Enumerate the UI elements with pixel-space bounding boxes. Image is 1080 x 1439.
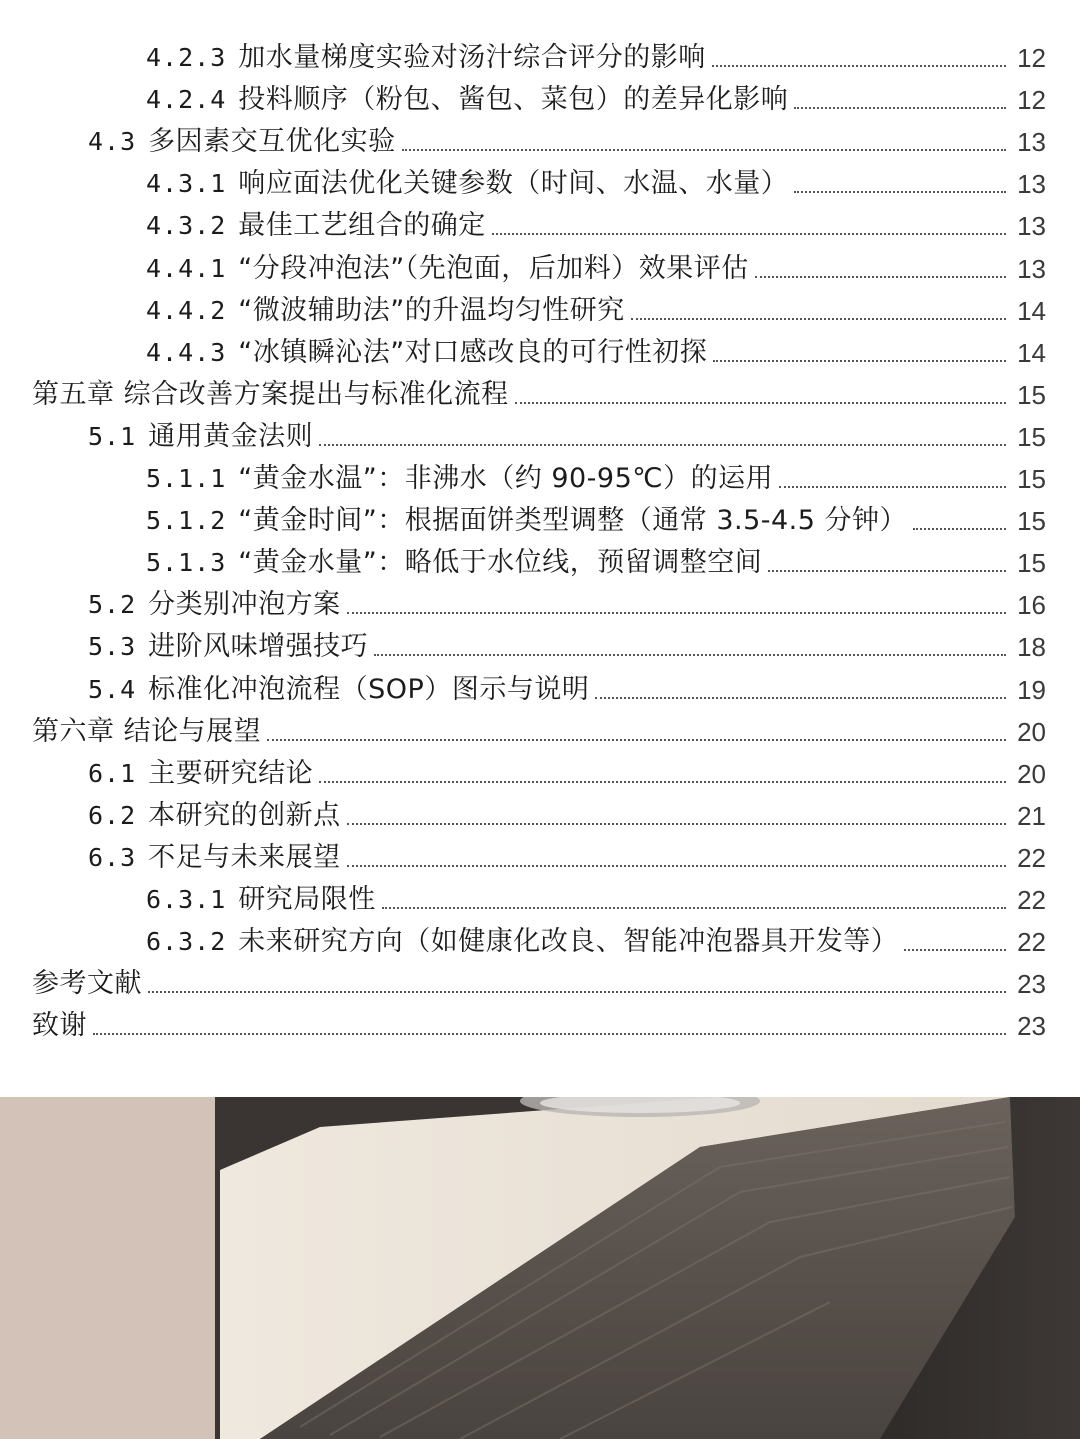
toc-entry-page: 13 [1017,127,1046,157]
dot-leader [382,907,1006,909]
toc-entry-number: 5.3 [88,632,137,661]
toc-entry [0,917,1080,959]
toc-entry [0,328,1080,370]
toc-entry [0,286,1080,328]
toc-entry [0,580,1080,622]
toc-entry-page: 13 [1017,211,1046,241]
toc-entry-number: 4.2.3 [146,43,227,72]
toc-entry-title: 投料顺序（粉包、酱包、菜包）的差异化影响 [238,84,789,115]
photo-shelf [0,1097,1080,1439]
dot-leader [755,276,1006,278]
toc-entry-page: 19 [1017,675,1046,705]
toc-entry-title: “微波辅助法”的升温均匀性研究 [238,295,625,326]
toc-entry-page: 13 [1017,169,1046,199]
toc-entry-number: 4.3 [88,127,137,156]
toc-entry-title: 本研究的创新点 [148,800,341,831]
toc-entry-page: 14 [1017,338,1046,368]
toc-entry-number: 5.1.3 [146,548,227,577]
toc-entry-page: 12 [1017,85,1046,115]
toc-entry [0,875,1080,917]
dot-leader [347,823,1006,825]
toc-entry-number: 4.4.1 [146,254,227,283]
dot-leader [713,360,1006,362]
toc-entry [0,1001,1080,1043]
toc-entry-number: 5.1.1 [146,464,227,493]
toc-entry-page: 18 [1017,632,1046,662]
toc-entry-page: 15 [1017,464,1046,494]
dot-leader [515,402,1006,404]
toc-entry-number: 6.3 [88,843,137,872]
toc-entry-number: 4.3.1 [146,169,227,198]
dot-leader [347,865,1006,867]
toc-entry [0,749,1080,791]
dot-leader [402,149,1006,151]
toc-entry-title: “冰镇瞬沁法”对口感改良的可行性初探 [238,337,708,368]
dot-leader [913,528,1006,530]
toc-entry-page: 20 [1017,717,1046,747]
toc-entry [0,244,1080,286]
dot-leader [712,65,1006,67]
toc-entry [0,159,1080,201]
dot-leader [319,444,1006,446]
toc-entry [0,201,1080,243]
toc-entry-title: 研究局限性 [238,884,376,915]
toc-entry [0,622,1080,664]
toc-entry-title: 不足与未来展望 [148,842,341,873]
toc-entry [0,791,1080,833]
toc-entry-title: 分类别冲泡方案 [148,589,341,620]
toc-entry-number: 4.4.2 [146,296,227,325]
toc-entry-page: 12 [1017,43,1046,73]
toc-entry-number: 6.1 [88,759,137,788]
toc-entry [0,833,1080,875]
dot-leader [374,654,1006,656]
toc-entry-page: 23 [1017,969,1046,999]
toc-entry-page: 21 [1017,801,1046,831]
toc-entry-title: 第六章 结论与展望 [32,716,262,747]
toc-entry-title: “黄金时间”：根据面饼类型调整（通常 3.5-4.5 分钟） [238,505,908,536]
toc-entry [0,538,1080,580]
toc-entry-number: 4.2.4 [146,85,227,114]
toc-entry-number: 5.4 [88,675,137,704]
dot-leader [794,191,1006,193]
dot-leader [492,233,1006,235]
toc-entry [0,707,1080,749]
dot-leader [319,781,1006,783]
toc-entry-number: 4.4.3 [146,338,227,367]
dot-leader [631,318,1006,320]
toc-entry-title: 参考文献 [32,968,142,999]
dot-leader [148,991,1006,993]
dot-leader [904,949,1006,951]
toc-entry-number: 6.3.1 [146,885,227,914]
toc-entry-title: 多因素交互优化实验 [148,126,396,157]
toc-entry-page: 15 [1017,548,1046,578]
toc-entry-title: “分段冲泡法”（先泡面，后加料）效果评估 [238,253,749,284]
toc-entry-page: 22 [1017,927,1046,957]
toc-entry-title: 未来研究方向（如健康化改良、智能冲泡器具开发等） [238,926,899,957]
toc-entry-page: 14 [1017,296,1046,326]
toc-entry [0,496,1080,538]
toc-entry-page: 22 [1017,843,1046,873]
dot-leader [779,486,1006,488]
toc-entry-page: 15 [1017,380,1046,410]
toc-entry-page: 22 [1017,885,1046,915]
toc-entry-page: 15 [1017,422,1046,452]
toc-entry-title: 加水量梯度实验对汤汁综合评分的影响 [238,42,706,73]
toc-entry-page: 20 [1017,759,1046,789]
toc-entry [0,665,1080,707]
toc-entry-page: 23 [1017,1011,1046,1041]
toc-entry-number: 6.2 [88,801,137,830]
toc-entry [0,117,1080,159]
wall [0,1097,215,1439]
dot-leader [267,739,1006,741]
toc-entry-title: 进阶风味增强技巧 [148,631,369,662]
dot-leader [794,107,1006,109]
toc-entry-title: 主要研究结论 [148,758,314,789]
toc-entry-page: 16 [1017,590,1046,620]
toc-entry-number: 5.1 [88,422,137,451]
toc-entry-number: 5.1.2 [146,506,227,535]
dot-leader [347,612,1006,614]
toc-entry-title: 响应面法优化关键参数（时间、水温、水量） [238,168,789,199]
toc-entry-title: 最佳工艺组合的确定 [238,210,486,241]
toc-entry-page: 15 [1017,506,1046,536]
toc-entry [0,33,1080,75]
dot-leader [93,1033,1006,1035]
dot-leader [768,570,1006,572]
toc-entry-number: 6.3.2 [146,927,227,956]
toc-entry-title: 第五章 综合改善方案提出与标准化流程 [32,379,509,410]
toc-entry [0,370,1080,412]
toc-entry [0,959,1080,1001]
shelf-illustration [0,1097,1080,1439]
toc-entry-number: 4.3.2 [146,211,227,240]
toc-entry [0,454,1080,496]
toc-entry-title: “黄金水量”：略低于水位线，预留调整空间 [238,547,763,578]
toc-entry-title: 标准化冲泡流程（SOP）图示与说明 [148,674,590,705]
toc-entry [0,75,1080,117]
toc-entry-number: 5.2 [88,590,137,619]
toc-entry-title: 通用黄金法则 [148,421,314,452]
toc-entry-page: 13 [1017,254,1046,284]
toc-entry [0,412,1080,454]
dot-leader [595,697,1006,699]
toc-entry-title: “黄金水温”：非沸水（约 90-95℃）的运用 [238,463,774,494]
toc-entry-title: 致谢 [32,1010,87,1041]
